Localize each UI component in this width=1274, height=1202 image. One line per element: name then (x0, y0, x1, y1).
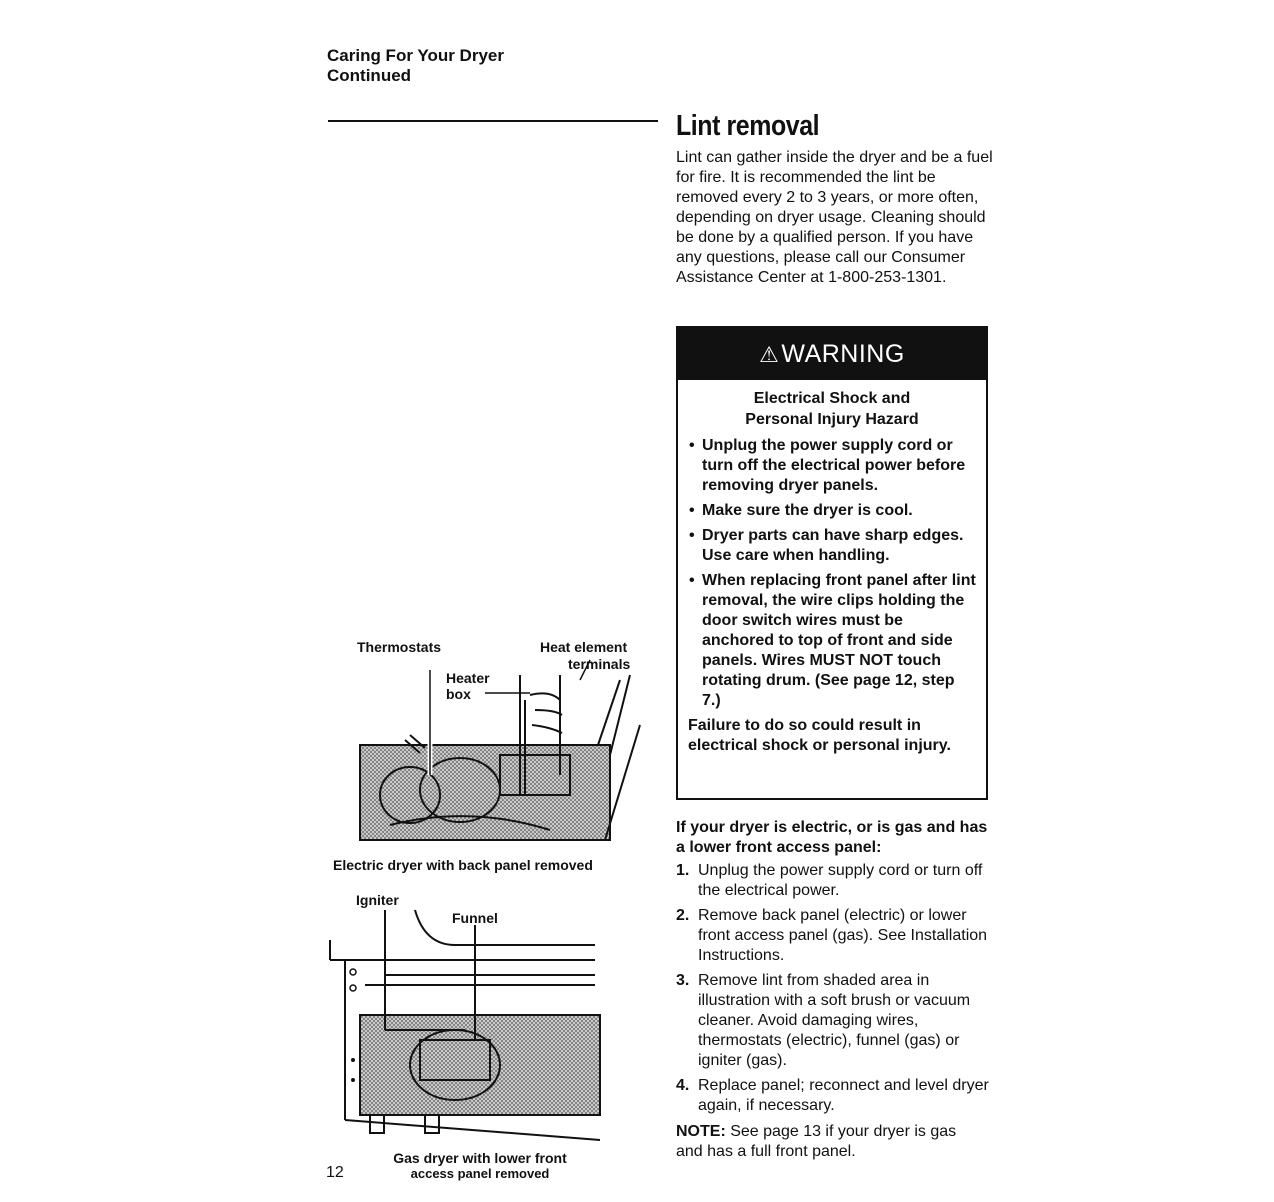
warning-bullets (678, 436, 986, 711)
warning-bullet: • Make sure the dryer is cool. (688, 501, 976, 521)
step-item (676, 1076, 996, 1116)
label-heater-2: box (446, 686, 471, 702)
caption-gas-line2: access panel removed (410, 1166, 550, 1181)
steps-intro: If your dryer is electric, or is gas and has a lower front access panel: (676, 819, 988, 856)
section-title: Lint removal (676, 110, 820, 142)
step-item (676, 971, 996, 1071)
warning-box (676, 326, 988, 800)
warning-subtitle (678, 388, 986, 430)
intro-paragraph: Lint can gather inside the dryer and be a fuel for fire. It is recommended the lint be removed every 2 to 3 years, or more often, depending on dryer usage. Cleaning should be done by a qualified person. If you have any questions, please call our Consumer Assistance Center at 1-800-253-1301. (676, 149, 993, 286)
warning-subtitle-line1: Electrical Shock and (753, 390, 911, 407)
caption-electric: Electric dryer with back panel removed (333, 857, 593, 873)
label-igniter: Igniter (356, 892, 399, 908)
warning-bullet: • Dryer parts can have sharp edges. Use care when handling. (688, 526, 976, 566)
header-continued: Continued (327, 66, 412, 85)
section-header (327, 46, 504, 86)
divider-rule (328, 120, 658, 122)
step-text: Replace panel; reconnect and level dryer again, if necessary. (698, 1077, 989, 1114)
caption-gas-line1: Gas dryer with lower front (393, 1150, 567, 1166)
step-number: 4. (676, 1077, 690, 1094)
step-item (676, 906, 996, 966)
warning-bullet: • When replacing front panel after lint removal, the wire clips holding the door switch wires must be anchored to top of front and side panels. Wires MUST NOT touch rotating drum. (See page 12, step 7.) (688, 571, 976, 711)
note-label: NOTE: (676, 1123, 726, 1140)
electric-dryer-illustration (350, 655, 650, 850)
step-text: Remove back panel (electric) or lower front access panel (gas). See Installation Instructions. (698, 907, 988, 964)
warning-heading: WARNING (781, 340, 905, 368)
gas-dryer-illustration (325, 900, 605, 1150)
step-item (676, 861, 996, 901)
step-text: Remove lint from shaded area in illustration with a soft brush or vacuum cleaner. Avoid damaging wires, thermostats (electric), funnel (gas) or igniter (gas). (698, 972, 971, 1069)
page-number: 12 (326, 1164, 344, 1181)
label-funnel: Funnel (452, 910, 498, 926)
step-text: Unplug the power supply cord or turn off the electrical power. (698, 862, 983, 899)
step-number: 2. (676, 907, 690, 924)
warning-triangle-icon: ⚠ (759, 342, 780, 367)
note-text: See page 13 if your dryer is gas and has a full front panel. (676, 1123, 957, 1160)
warning-bullet: • Unplug the power supply cord or turn off the electrical power before removing dryer panels. (688, 436, 976, 496)
label-heat-element-1: Heat element (540, 639, 628, 655)
step-number: 3. (676, 972, 690, 989)
header-title: Caring For Your Dryer (327, 46, 504, 65)
step-number: 1. (676, 862, 690, 879)
warning-header (678, 328, 986, 380)
warning-footer: Failure to do so could result in electrical shock or personal injury. (688, 717, 951, 754)
label-thermostats: Thermostats (357, 639, 442, 655)
label-heater-1: Heater (446, 670, 490, 686)
steps-list (676, 861, 996, 1121)
label-heat-element-2: terminals (568, 656, 631, 672)
warning-subtitle-line2: Personal Injury Hazard (745, 411, 919, 428)
note (676, 1122, 986, 1162)
